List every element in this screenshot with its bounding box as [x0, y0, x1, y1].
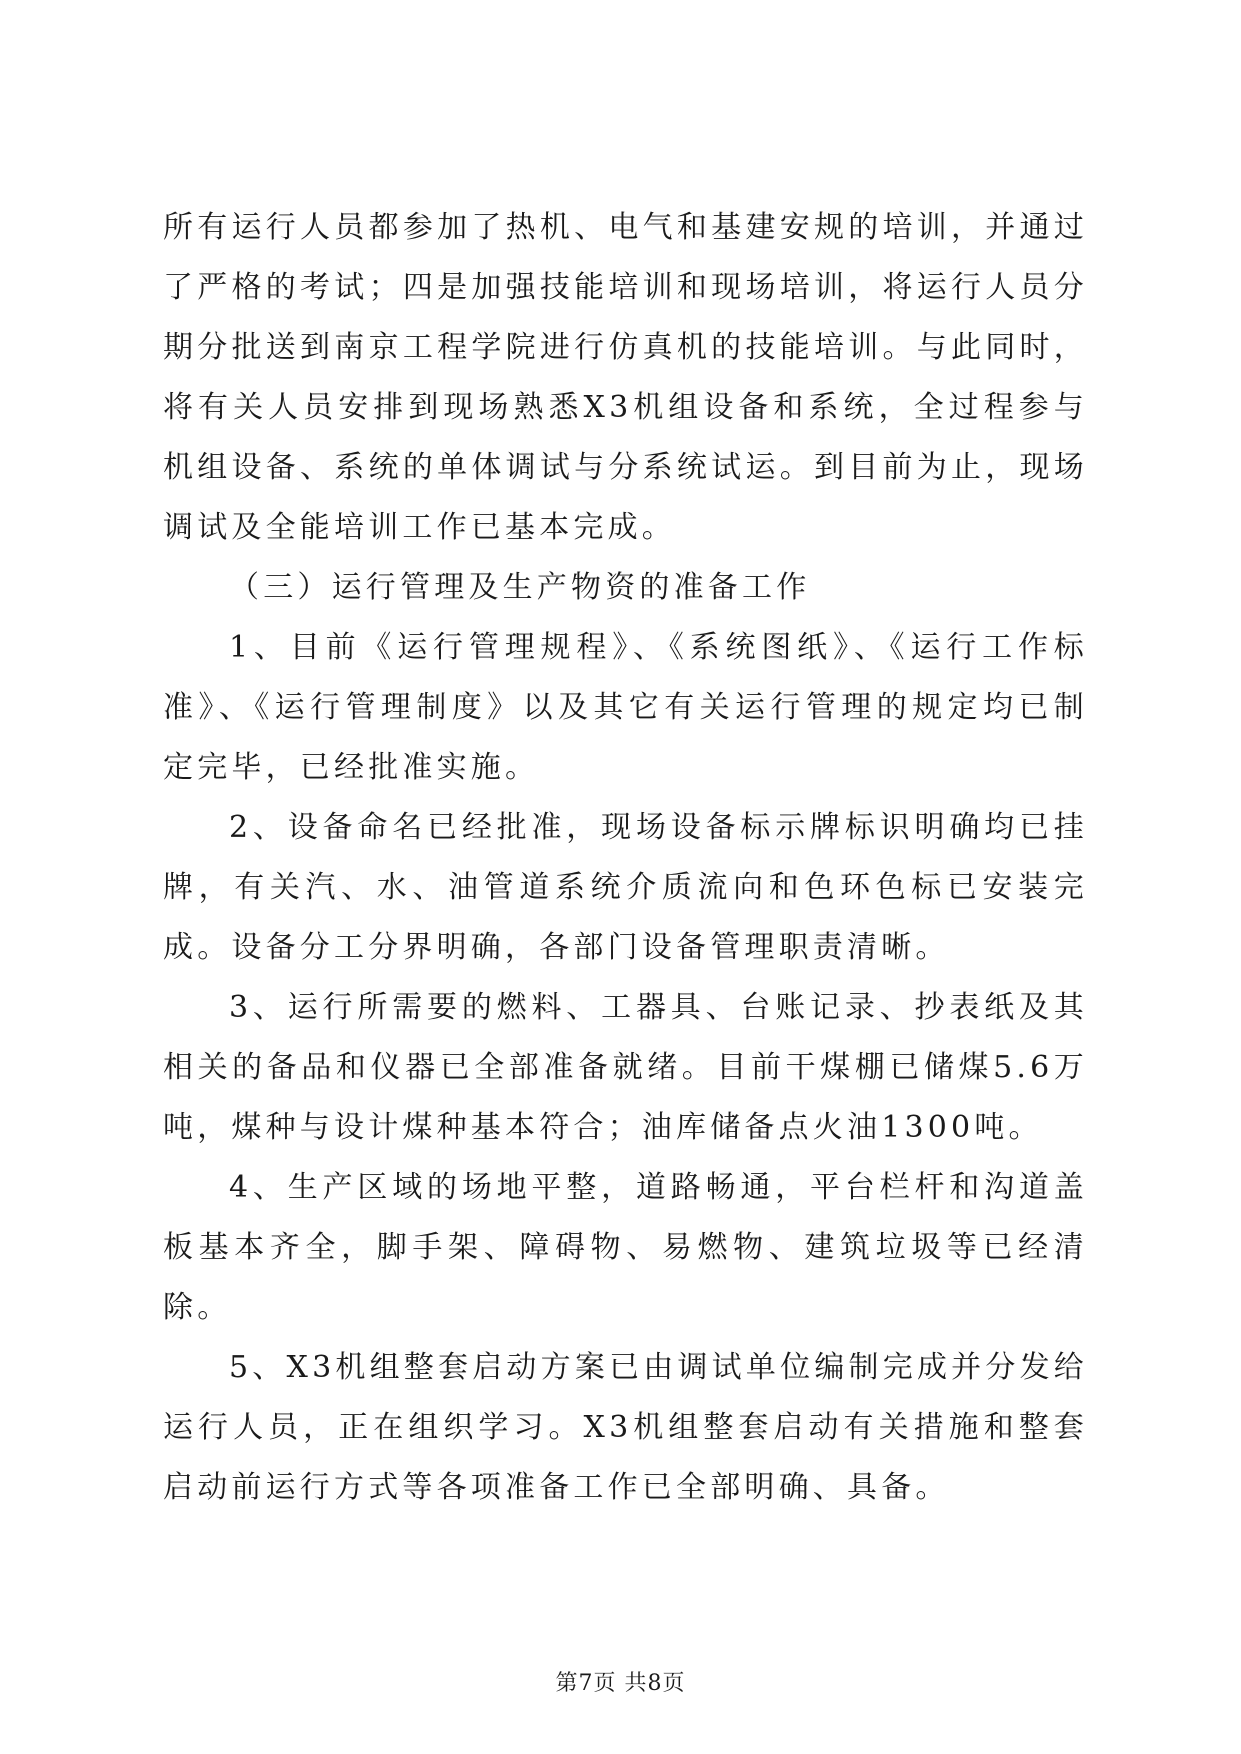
paragraph-item-1: 1、目前《运行管理规程》、《系统图纸》、《运行工作标准》、《运行管理制度》以及其它有关运行管理的规定均已制定完毕，已经批准实施。	[163, 630, 1088, 785]
paragraph-item-2: 2、设备命名已经批准，现场设备标示牌标识明确均已挂牌，有关汽、水、油管道系统介质流向和色环色标已安装完成。设备分工分界明确，各部门设备管理职责清晰。	[163, 810, 1088, 965]
document-body	[163, 198, 1088, 1518]
paragraph-item-5: 5、X3机组整套启动方案已由调试单位编制完成并分发给运行人员，正在组织学习。X3机组整套启动有关措施和整套启动前运行方式等各项准备工作已全部明确、具备。	[163, 1350, 1088, 1505]
section-heading: （三）运行管理及生产物资的准备工作	[229, 570, 811, 605]
paragraph-item-4: 4、生产区域的场地平整，道路畅通，平台栏杆和沟道盖板基本齐全，脚手架、障碍物、易燃物、建筑垃圾等已经清除。	[163, 1170, 1088, 1325]
page-footer: 第7页 共8页	[555, 1671, 686, 1696]
paragraph-continuation: 所有运行人员都参加了热机、电气和基建安规的培训，并通过了严格的考试；四是加强技能培训和现场培训，将运行人员分期分批送到南京工程学院进行仿真机的技能培训。与此同时，将有关人员安排到现场熟悉X3机组设备和系统，全过程参与机组设备、系统的单体调试与分系统试运。到目前为止，现场调试及全能培训工作已基本完成。	[163, 210, 1088, 545]
paragraph-item-3: 3、运行所需要的燃料、工器具、台账记录、抄表纸及其相关的备品和仪器已全部准备就绪。目前干煤棚已储煤5.6万吨，煤种与设计煤种基本符合；油库储备点火油1300吨。	[163, 990, 1088, 1145]
